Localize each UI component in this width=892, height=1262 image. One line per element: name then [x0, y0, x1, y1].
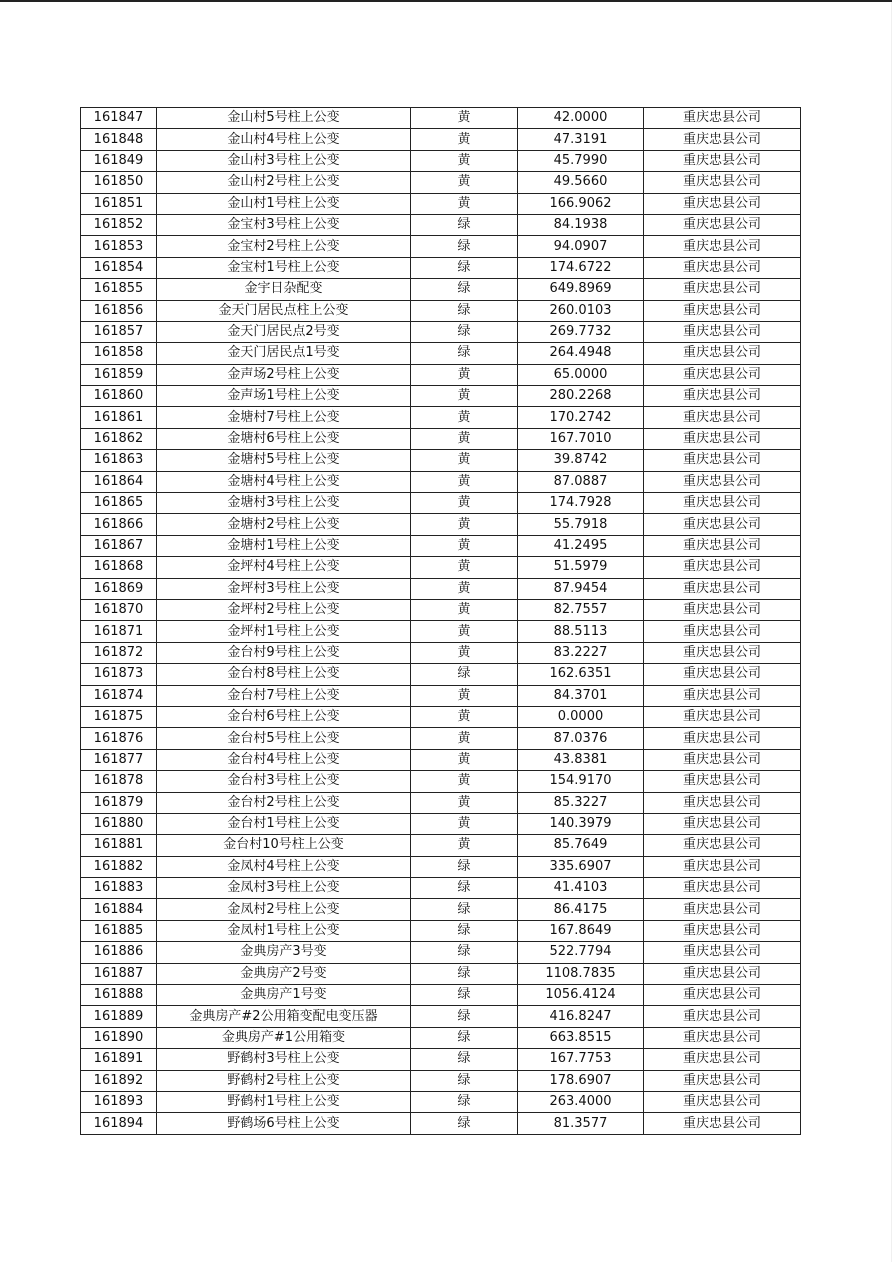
- capacity-value-cell: 167.7753: [518, 1049, 644, 1070]
- transformer-name-cell: 金典房产#2公用箱变配电变压器: [157, 1006, 411, 1027]
- transformer-name-cell: 金天门居民点柱上公变: [157, 300, 411, 321]
- table-row: [81, 685, 801, 706]
- table-row: [81, 321, 801, 342]
- company-cell: 重庆忠县公司: [644, 150, 801, 171]
- status-color-cell: 黄: [411, 728, 518, 749]
- capacity-value-cell: 88.5113: [518, 621, 644, 642]
- table-row: [81, 450, 801, 471]
- capacity-value-cell: 263.4000: [518, 1091, 644, 1112]
- company-cell: 重庆忠县公司: [644, 193, 801, 214]
- transformer-name-cell: 金塘村6号柱上公变: [157, 428, 411, 449]
- row-id-cell: 161868: [81, 557, 157, 578]
- capacity-value-cell: 87.0887: [518, 471, 644, 492]
- capacity-value-cell: 663.8515: [518, 1027, 644, 1048]
- row-id-cell: 161847: [81, 108, 157, 129]
- transformer-name-cell: 金声场1号柱上公变: [157, 386, 411, 407]
- capacity-value-cell: 162.6351: [518, 664, 644, 685]
- company-cell: 重庆忠县公司: [644, 108, 801, 129]
- transformer-name-cell: 金凤村2号柱上公变: [157, 899, 411, 920]
- company-cell: 重庆忠县公司: [644, 792, 801, 813]
- status-color-cell: 黄: [411, 150, 518, 171]
- status-color-cell: 绿: [411, 300, 518, 321]
- company-cell: 重庆忠县公司: [644, 428, 801, 449]
- table-row: [81, 108, 801, 129]
- company-cell: 重庆忠县公司: [644, 236, 801, 257]
- capacity-value-cell: 1056.4124: [518, 985, 644, 1006]
- row-id-cell: 161852: [81, 214, 157, 235]
- status-color-cell: 绿: [411, 856, 518, 877]
- capacity-value-cell: 39.8742: [518, 450, 644, 471]
- page-top-border: [0, 0, 892, 2]
- transformer-name-cell: 金山村5号柱上公变: [157, 108, 411, 129]
- transformer-name-cell: 野鹤场6号柱上公变: [157, 1113, 411, 1134]
- table-row: [81, 386, 801, 407]
- table-row: [81, 1070, 801, 1091]
- row-id-cell: 161882: [81, 856, 157, 877]
- table-row: [81, 963, 801, 984]
- status-color-cell: 绿: [411, 985, 518, 1006]
- company-cell: 重庆忠县公司: [644, 728, 801, 749]
- transformer-name-cell: 金塘村2号柱上公变: [157, 514, 411, 535]
- row-id-cell: 161870: [81, 599, 157, 620]
- status-color-cell: 绿: [411, 279, 518, 300]
- row-id-cell: 161879: [81, 792, 157, 813]
- row-id-cell: 161848: [81, 129, 157, 150]
- capacity-value-cell: 84.3701: [518, 685, 644, 706]
- transformer-name-cell: 金凤村1号柱上公变: [157, 920, 411, 941]
- status-color-cell: 绿: [411, 1006, 518, 1027]
- status-color-cell: 绿: [411, 1049, 518, 1070]
- table-row: [81, 407, 801, 428]
- row-id-cell: 161849: [81, 150, 157, 171]
- table-row: [81, 1006, 801, 1027]
- transformer-name-cell: 金台村2号柱上公变: [157, 792, 411, 813]
- status-color-cell: 黄: [411, 706, 518, 727]
- company-cell: 重庆忠县公司: [644, 835, 801, 856]
- transformer-name-cell: 金塘村4号柱上公变: [157, 471, 411, 492]
- transformer-name-cell: 金坪村2号柱上公变: [157, 599, 411, 620]
- transformer-name-cell: 金台村7号柱上公变: [157, 685, 411, 706]
- status-color-cell: 黄: [411, 386, 518, 407]
- capacity-value-cell: 166.9062: [518, 193, 644, 214]
- company-cell: 重庆忠县公司: [644, 706, 801, 727]
- transformer-name-cell: 金塘村3号柱上公变: [157, 493, 411, 514]
- company-cell: 重庆忠县公司: [644, 1049, 801, 1070]
- company-cell: 重庆忠县公司: [644, 343, 801, 364]
- table-row: [81, 878, 801, 899]
- row-id-cell: 161893: [81, 1091, 157, 1112]
- transformer-name-cell: 金宝村2号柱上公变: [157, 236, 411, 257]
- table-row: [81, 193, 801, 214]
- status-color-cell: 黄: [411, 428, 518, 449]
- company-cell: 重庆忠县公司: [644, 963, 801, 984]
- row-id-cell: 161853: [81, 236, 157, 257]
- table-row: [81, 471, 801, 492]
- company-cell: 重庆忠县公司: [644, 214, 801, 235]
- company-cell: 重庆忠县公司: [644, 749, 801, 770]
- capacity-value-cell: 81.3577: [518, 1113, 644, 1134]
- row-id-cell: 161872: [81, 642, 157, 663]
- status-color-cell: 黄: [411, 535, 518, 556]
- table-row: [81, 985, 801, 1006]
- company-cell: 重庆忠县公司: [644, 771, 801, 792]
- row-id-cell: 161851: [81, 193, 157, 214]
- status-color-cell: 黄: [411, 514, 518, 535]
- status-color-cell: 绿: [411, 1113, 518, 1134]
- transformer-name-cell: 金典房产2号变: [157, 963, 411, 984]
- status-color-cell: 黄: [411, 493, 518, 514]
- row-id-cell: 161850: [81, 172, 157, 193]
- table-row: [81, 557, 801, 578]
- status-color-cell: 绿: [411, 1027, 518, 1048]
- company-cell: 重庆忠县公司: [644, 856, 801, 877]
- transformer-name-cell: 金台村9号柱上公变: [157, 642, 411, 663]
- table-row: [81, 621, 801, 642]
- status-color-cell: 绿: [411, 878, 518, 899]
- row-id-cell: 161867: [81, 535, 157, 556]
- row-id-cell: 161866: [81, 514, 157, 535]
- capacity-value-cell: 269.7732: [518, 321, 644, 342]
- capacity-value-cell: 45.7990: [518, 150, 644, 171]
- row-id-cell: 161863: [81, 450, 157, 471]
- capacity-value-cell: 522.7794: [518, 942, 644, 963]
- status-color-cell: 黄: [411, 813, 518, 834]
- company-cell: 重庆忠县公司: [644, 899, 801, 920]
- status-color-cell: 黄: [411, 471, 518, 492]
- table-row: [81, 578, 801, 599]
- row-id-cell: 161885: [81, 920, 157, 941]
- company-cell: 重庆忠县公司: [644, 942, 801, 963]
- company-cell: 重庆忠县公司: [644, 685, 801, 706]
- row-id-cell: 161892: [81, 1070, 157, 1091]
- status-color-cell: 黄: [411, 129, 518, 150]
- status-color-cell: 绿: [411, 942, 518, 963]
- transformer-name-cell: 金台村8号柱上公变: [157, 664, 411, 685]
- row-id-cell: 161894: [81, 1113, 157, 1134]
- table-row: [81, 343, 801, 364]
- table-row: [81, 1027, 801, 1048]
- transformer-name-cell: 金塘村7号柱上公变: [157, 407, 411, 428]
- row-id-cell: 161877: [81, 749, 157, 770]
- capacity-value-cell: 94.0907: [518, 236, 644, 257]
- status-color-cell: 黄: [411, 792, 518, 813]
- company-cell: 重庆忠县公司: [644, 450, 801, 471]
- transformer-name-cell: 金典房产3号变: [157, 942, 411, 963]
- status-color-cell: 黄: [411, 172, 518, 193]
- status-color-cell: 黄: [411, 578, 518, 599]
- capacity-value-cell: 84.1938: [518, 214, 644, 235]
- status-color-cell: 黄: [411, 642, 518, 663]
- capacity-value-cell: 85.3227: [518, 792, 644, 813]
- capacity-value-cell: 167.7010: [518, 428, 644, 449]
- company-cell: 重庆忠县公司: [644, 578, 801, 599]
- table-row: [81, 428, 801, 449]
- row-id-cell: 161884: [81, 899, 157, 920]
- company-cell: 重庆忠县公司: [644, 493, 801, 514]
- table-row: [81, 642, 801, 663]
- capacity-value-cell: 154.9170: [518, 771, 644, 792]
- capacity-value-cell: 49.5660: [518, 172, 644, 193]
- capacity-value-cell: 174.6722: [518, 257, 644, 278]
- company-cell: 重庆忠县公司: [644, 386, 801, 407]
- company-cell: 重庆忠县公司: [644, 1027, 801, 1048]
- transformer-name-cell: 金坪村3号柱上公变: [157, 578, 411, 599]
- status-color-cell: 黄: [411, 450, 518, 471]
- company-cell: 重庆忠县公司: [644, 364, 801, 385]
- company-cell: 重庆忠县公司: [644, 471, 801, 492]
- transformer-name-cell: 金声场2号柱上公变: [157, 364, 411, 385]
- transformer-name-cell: 金山村3号柱上公变: [157, 150, 411, 171]
- transformer-name-cell: 野鹤村2号柱上公变: [157, 1070, 411, 1091]
- row-id-cell: 161873: [81, 664, 157, 685]
- transformer-name-cell: 金天门居民点2号变: [157, 321, 411, 342]
- company-cell: 重庆忠县公司: [644, 920, 801, 941]
- transformer-name-cell: 金台村5号柱上公变: [157, 728, 411, 749]
- table-body: [81, 108, 801, 1135]
- table-row: [81, 257, 801, 278]
- status-color-cell: 黄: [411, 749, 518, 770]
- transformer-name-cell: 金典房产1号变: [157, 985, 411, 1006]
- table-row: [81, 664, 801, 685]
- transformer-name-cell: 金塘村1号柱上公变: [157, 535, 411, 556]
- transformer-name-cell: 金坪村4号柱上公变: [157, 557, 411, 578]
- table-row: [81, 706, 801, 727]
- company-cell: 重庆忠县公司: [644, 1070, 801, 1091]
- status-color-cell: 黄: [411, 771, 518, 792]
- row-id-cell: 161891: [81, 1049, 157, 1070]
- table-row: [81, 129, 801, 150]
- row-id-cell: 161888: [81, 985, 157, 1006]
- company-cell: 重庆忠县公司: [644, 985, 801, 1006]
- status-color-cell: 黄: [411, 621, 518, 642]
- capacity-value-cell: 1108.7835: [518, 963, 644, 984]
- table-row: [81, 792, 801, 813]
- company-cell: 重庆忠县公司: [644, 129, 801, 150]
- table-row: [81, 279, 801, 300]
- transformer-name-cell: 金坪村1号柱上公变: [157, 621, 411, 642]
- row-id-cell: 161862: [81, 428, 157, 449]
- company-cell: 重庆忠县公司: [644, 599, 801, 620]
- table-row: [81, 1113, 801, 1134]
- transformer-name-cell: 金宝村1号柱上公变: [157, 257, 411, 278]
- row-id-cell: 161880: [81, 813, 157, 834]
- transformer-name-cell: 金凤村4号柱上公变: [157, 856, 411, 877]
- capacity-value-cell: 85.7649: [518, 835, 644, 856]
- row-id-cell: 161871: [81, 621, 157, 642]
- row-id-cell: 161858: [81, 343, 157, 364]
- row-id-cell: 161855: [81, 279, 157, 300]
- transformer-name-cell: 金台村4号柱上公变: [157, 749, 411, 770]
- status-color-cell: 绿: [411, 899, 518, 920]
- company-cell: 重庆忠县公司: [644, 407, 801, 428]
- transformer-name-cell: 金山村2号柱上公变: [157, 172, 411, 193]
- status-color-cell: 黄: [411, 685, 518, 706]
- transformer-name-cell: 金台村1号柱上公变: [157, 813, 411, 834]
- transformer-name-cell: 金台村3号柱上公变: [157, 771, 411, 792]
- capacity-value-cell: 51.5979: [518, 557, 644, 578]
- table-row: [81, 493, 801, 514]
- row-id-cell: 161854: [81, 257, 157, 278]
- status-color-cell: 绿: [411, 963, 518, 984]
- row-id-cell: 161860: [81, 386, 157, 407]
- table-row: [81, 920, 801, 941]
- capacity-value-cell: 170.2742: [518, 407, 644, 428]
- table-row: [81, 856, 801, 877]
- capacity-value-cell: 0.0000: [518, 706, 644, 727]
- capacity-value-cell: 55.7918: [518, 514, 644, 535]
- capacity-value-cell: 280.2268: [518, 386, 644, 407]
- row-id-cell: 161875: [81, 706, 157, 727]
- row-id-cell: 161881: [81, 835, 157, 856]
- row-id-cell: 161876: [81, 728, 157, 749]
- row-id-cell: 161889: [81, 1006, 157, 1027]
- table-row: [81, 771, 801, 792]
- status-color-cell: 绿: [411, 1070, 518, 1091]
- transformer-name-cell: 金凤村3号柱上公变: [157, 878, 411, 899]
- table-row: [81, 749, 801, 770]
- capacity-value-cell: 83.2227: [518, 642, 644, 663]
- transformer-name-cell: 金宝村3号柱上公变: [157, 214, 411, 235]
- status-color-cell: 黄: [411, 835, 518, 856]
- company-cell: 重庆忠县公司: [644, 514, 801, 535]
- company-cell: 重庆忠县公司: [644, 642, 801, 663]
- row-id-cell: 161887: [81, 963, 157, 984]
- capacity-value-cell: 174.7928: [518, 493, 644, 514]
- transformer-name-cell: 金台村10号柱上公变: [157, 835, 411, 856]
- table-row: [81, 899, 801, 920]
- transformer-name-cell: 金宇日杂配变: [157, 279, 411, 300]
- transformer-name-cell: 金天门居民点1号变: [157, 343, 411, 364]
- table-row: [81, 364, 801, 385]
- status-color-cell: 绿: [411, 257, 518, 278]
- transformer-name-cell: 金山村1号柱上公变: [157, 193, 411, 214]
- status-color-cell: 绿: [411, 214, 518, 235]
- capacity-value-cell: 178.6907: [518, 1070, 644, 1091]
- transformer-name-cell: 野鹤村1号柱上公变: [157, 1091, 411, 1112]
- row-id-cell: 161857: [81, 321, 157, 342]
- capacity-value-cell: 87.9454: [518, 578, 644, 599]
- table-row: [81, 728, 801, 749]
- row-id-cell: 161864: [81, 471, 157, 492]
- row-id-cell: 161869: [81, 578, 157, 599]
- row-id-cell: 161856: [81, 300, 157, 321]
- table-row: [81, 942, 801, 963]
- table-row: [81, 1049, 801, 1070]
- status-color-cell: 绿: [411, 321, 518, 342]
- status-color-cell: 黄: [411, 193, 518, 214]
- table-row: [81, 535, 801, 556]
- status-color-cell: 绿: [411, 343, 518, 364]
- capacity-value-cell: 42.0000: [518, 108, 644, 129]
- company-cell: 重庆忠县公司: [644, 1091, 801, 1112]
- status-color-cell: 黄: [411, 108, 518, 129]
- status-color-cell: 黄: [411, 407, 518, 428]
- capacity-value-cell: 87.0376: [518, 728, 644, 749]
- company-cell: 重庆忠县公司: [644, 300, 801, 321]
- transformer-table: [80, 107, 801, 1135]
- capacity-value-cell: 260.0103: [518, 300, 644, 321]
- company-cell: 重庆忠县公司: [644, 321, 801, 342]
- row-id-cell: 161861: [81, 407, 157, 428]
- row-id-cell: 161865: [81, 493, 157, 514]
- row-id-cell: 161874: [81, 685, 157, 706]
- capacity-value-cell: 167.8649: [518, 920, 644, 941]
- status-color-cell: 绿: [411, 236, 518, 257]
- transformer-name-cell: 金台村6号柱上公变: [157, 706, 411, 727]
- row-id-cell: 161890: [81, 1027, 157, 1048]
- company-cell: 重庆忠县公司: [644, 813, 801, 834]
- status-color-cell: 黄: [411, 557, 518, 578]
- status-color-cell: 绿: [411, 1091, 518, 1112]
- company-cell: 重庆忠县公司: [644, 535, 801, 556]
- table-row: [81, 214, 801, 235]
- table-row: [81, 300, 801, 321]
- transformer-name-cell: 金塘村5号柱上公变: [157, 450, 411, 471]
- company-cell: 重庆忠县公司: [644, 279, 801, 300]
- transformer-name-cell: 野鹤村3号柱上公变: [157, 1049, 411, 1070]
- company-cell: 重庆忠县公司: [644, 257, 801, 278]
- capacity-value-cell: 140.3979: [518, 813, 644, 834]
- capacity-value-cell: 41.4103: [518, 878, 644, 899]
- row-id-cell: 161886: [81, 942, 157, 963]
- table-row: [81, 150, 801, 171]
- table-row: [81, 835, 801, 856]
- table-row: [81, 514, 801, 535]
- capacity-value-cell: 65.0000: [518, 364, 644, 385]
- company-cell: 重庆忠县公司: [644, 621, 801, 642]
- capacity-value-cell: 86.4175: [518, 899, 644, 920]
- row-id-cell: 161859: [81, 364, 157, 385]
- company-cell: 重庆忠县公司: [644, 172, 801, 193]
- status-color-cell: 黄: [411, 599, 518, 620]
- company-cell: 重庆忠县公司: [644, 557, 801, 578]
- capacity-value-cell: 416.8247: [518, 1006, 644, 1027]
- transformer-name-cell: 金山村4号柱上公变: [157, 129, 411, 150]
- table-row: [81, 599, 801, 620]
- table-row: [81, 813, 801, 834]
- company-cell: 重庆忠县公司: [644, 1006, 801, 1027]
- capacity-value-cell: 82.7557: [518, 599, 644, 620]
- capacity-value-cell: 649.8969: [518, 279, 644, 300]
- company-cell: 重庆忠县公司: [644, 664, 801, 685]
- capacity-value-cell: 335.6907: [518, 856, 644, 877]
- company-cell: 重庆忠县公司: [644, 1113, 801, 1134]
- transformer-name-cell: 金典房产#1公用箱变: [157, 1027, 411, 1048]
- capacity-value-cell: 47.3191: [518, 129, 644, 150]
- table-row: [81, 1091, 801, 1112]
- company-cell: 重庆忠县公司: [644, 878, 801, 899]
- capacity-value-cell: 43.8381: [518, 749, 644, 770]
- status-color-cell: 绿: [411, 920, 518, 941]
- status-color-cell: 绿: [411, 664, 518, 685]
- table-row: [81, 236, 801, 257]
- capacity-value-cell: 264.4948: [518, 343, 644, 364]
- capacity-value-cell: 41.2495: [518, 535, 644, 556]
- status-color-cell: 黄: [411, 364, 518, 385]
- row-id-cell: 161883: [81, 878, 157, 899]
- table-row: [81, 172, 801, 193]
- row-id-cell: 161878: [81, 771, 157, 792]
